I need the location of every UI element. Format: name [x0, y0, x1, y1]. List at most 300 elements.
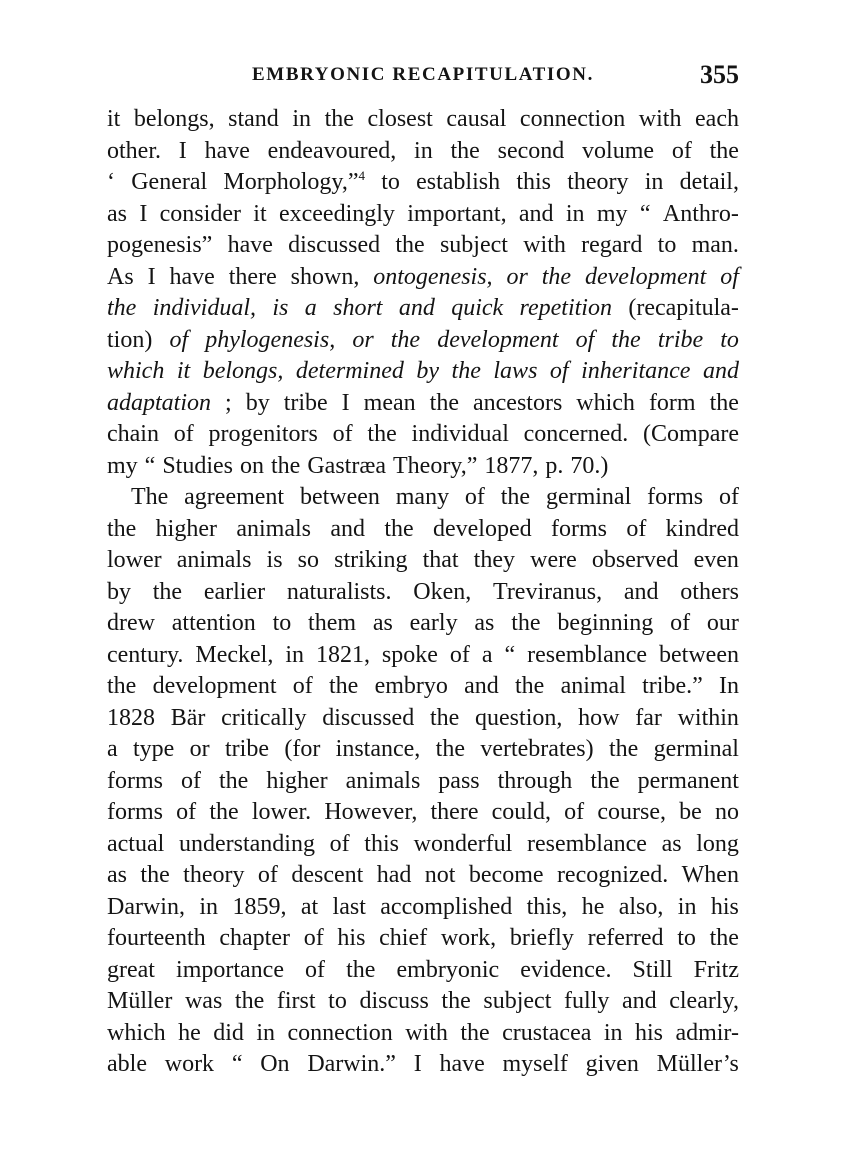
word: in — [256, 1019, 276, 1046]
word: importance — [176, 956, 284, 983]
word: by — [416, 358, 440, 384]
text-line — [107, 262, 739, 294]
word: of — [305, 956, 326, 983]
word: General — [131, 169, 208, 195]
text-line — [107, 451, 739, 483]
word: the — [441, 988, 471, 1014]
word: his — [337, 925, 366, 951]
word: early — [409, 610, 458, 636]
word: he — [178, 1019, 201, 1046]
word: the — [107, 295, 137, 321]
text-line — [107, 671, 739, 703]
word: in — [199, 893, 219, 920]
word: Darwin, — [107, 893, 185, 920]
text-line — [107, 1018, 739, 1050]
word: this, — [526, 893, 568, 920]
word: recognized. — [556, 862, 669, 888]
word: detail, — [679, 169, 739, 195]
word: could, — [491, 799, 551, 825]
word: Darwin.” — [307, 1051, 396, 1077]
word: I — [178, 137, 187, 164]
word: closest — [367, 106, 433, 132]
text-line — [107, 923, 739, 955]
word: (for — [284, 736, 321, 762]
word: clearly, — [669, 988, 739, 1014]
word: “ — [144, 452, 156, 479]
word: as — [107, 200, 127, 227]
word: them — [308, 610, 357, 636]
word: the — [271, 452, 301, 479]
word: tion) — [107, 326, 153, 353]
word: 1828 — [107, 704, 155, 731]
word: work, — [440, 925, 497, 951]
word: volume — [582, 137, 655, 164]
word: forms — [550, 515, 607, 542]
text-line — [107, 230, 739, 262]
word: it — [253, 200, 267, 227]
word: forms — [107, 799, 163, 825]
word: concerned. — [523, 421, 629, 447]
word: of — [257, 862, 278, 888]
word: how — [578, 704, 620, 731]
word: there — [430, 799, 479, 825]
word: Still — [632, 956, 673, 983]
word: the — [107, 515, 137, 542]
word: important, — [407, 200, 507, 227]
word: which — [576, 389, 635, 416]
word: fourteenth — [107, 925, 206, 951]
word: of — [292, 673, 313, 699]
word: work — [164, 1051, 215, 1077]
word: as — [474, 610, 495, 636]
word: of — [575, 326, 595, 353]
word: in — [414, 137, 433, 164]
word: laws — [493, 358, 538, 384]
word: the — [329, 673, 359, 699]
word: Meckel, — [195, 641, 274, 668]
word: the — [429, 389, 459, 416]
word: ancestors — [472, 389, 563, 416]
word: fully — [563, 988, 610, 1014]
text-line — [107, 545, 739, 577]
word: the — [515, 673, 545, 699]
word: critically — [221, 704, 307, 731]
word: of — [303, 925, 324, 951]
word: of — [176, 799, 197, 825]
word: to — [328, 988, 347, 1014]
word: the — [429, 704, 460, 731]
word: also, — [618, 893, 664, 920]
word: establish — [416, 169, 501, 195]
word: forms — [107, 767, 163, 794]
text-line — [107, 860, 739, 892]
word: the — [541, 263, 572, 290]
word: have — [439, 1051, 485, 1077]
word: the — [367, 421, 397, 447]
word: subject — [439, 232, 508, 258]
word: animals — [236, 515, 311, 542]
word: within — [677, 704, 739, 731]
word: of — [564, 799, 585, 825]
word: repetition — [519, 295, 612, 321]
word: were — [530, 547, 577, 573]
word: I — [147, 263, 156, 290]
word: no — [714, 799, 739, 825]
word: the — [324, 106, 354, 132]
text-line — [107, 577, 739, 609]
word: naturalists. — [286, 578, 392, 605]
word: kindred — [665, 515, 739, 542]
word: animal — [560, 673, 626, 699]
word: I — [139, 200, 148, 227]
word: in — [565, 200, 585, 227]
word: belongs, — [133, 106, 215, 132]
text-line — [107, 514, 739, 546]
text-line — [107, 703, 739, 735]
word: earlier — [203, 578, 266, 605]
word: is — [272, 295, 289, 321]
word: in — [677, 893, 697, 920]
word: embryo — [374, 673, 448, 699]
word: in — [285, 641, 304, 668]
word: and — [464, 673, 499, 699]
word: tribe — [283, 389, 328, 416]
word: to — [272, 610, 292, 636]
word: even — [693, 547, 739, 573]
word: a — [481, 641, 493, 668]
word: actual — [107, 830, 165, 857]
word: this — [516, 169, 551, 195]
text-line — [107, 356, 739, 388]
word: of — [671, 137, 692, 164]
word: the — [511, 610, 541, 636]
word: was — [184, 988, 223, 1014]
word: the — [709, 925, 739, 951]
word: adaptation — [107, 389, 212, 416]
text-line — [107, 892, 739, 924]
word: (Compare — [643, 421, 739, 447]
word: of — [173, 421, 194, 447]
word: Müller’s — [656, 1051, 739, 1077]
word: wonderful — [413, 830, 513, 857]
word: did — [213, 1019, 244, 1046]
word: lower — [107, 547, 162, 573]
word: stand — [228, 106, 279, 132]
word: the — [709, 137, 739, 164]
word: of — [464, 484, 485, 510]
word: developed — [433, 515, 532, 542]
word: Oken, — [413, 578, 472, 605]
word: second — [497, 137, 565, 164]
word: the — [140, 862, 170, 888]
word: of — [670, 610, 691, 636]
word: with — [405, 1019, 448, 1046]
word: agreement — [184, 484, 285, 510]
word: the — [709, 389, 739, 416]
word: embryonic — [396, 956, 500, 983]
word: by — [245, 389, 270, 416]
word: not — [424, 862, 456, 888]
word: as — [661, 830, 682, 857]
word: or — [506, 263, 528, 290]
word: Gastræa — [307, 452, 386, 479]
word: have — [169, 263, 215, 290]
word: the — [608, 736, 639, 762]
word: to — [677, 925, 696, 951]
text-line — [107, 797, 739, 829]
word: permanent — [637, 767, 739, 794]
word: of — [626, 515, 647, 542]
word: of — [720, 263, 739, 290]
word: forms — [647, 484, 704, 510]
word: to — [381, 169, 400, 195]
word: “ — [639, 200, 651, 227]
word: regard — [581, 232, 643, 258]
word: connection — [519, 106, 626, 132]
word: with — [523, 232, 566, 258]
word: However, — [324, 799, 418, 825]
word: subject — [483, 988, 552, 1014]
text-line — [107, 829, 739, 861]
word: connection — [287, 1019, 393, 1046]
word: century. — [107, 641, 184, 668]
word: ‘ — [107, 169, 115, 195]
word: The — [131, 484, 169, 510]
word: development — [585, 263, 707, 290]
word: observed — [591, 547, 679, 573]
word: “ — [231, 1051, 243, 1077]
word: resemblance — [527, 641, 648, 668]
word: he — [581, 893, 605, 920]
word: the — [234, 988, 265, 1014]
word: last — [332, 893, 366, 920]
word: it — [176, 358, 191, 384]
word: I — [413, 1051, 422, 1077]
word: germinal — [653, 736, 739, 762]
text-line — [107, 608, 739, 640]
word: 1877, — [484, 452, 539, 479]
word: shown, — [290, 263, 360, 290]
word: other. — [107, 137, 161, 164]
text-line — [107, 766, 739, 798]
word: question, — [475, 704, 563, 731]
word: “ — [504, 641, 516, 668]
word: have — [204, 137, 250, 164]
word: attention — [171, 610, 256, 636]
running-title: EMBRYONIC RECAPITULATION. — [252, 64, 594, 85]
word: consider — [159, 200, 241, 227]
word: able — [107, 1051, 147, 1077]
word: pogenesis” — [107, 232, 213, 258]
word: in — [292, 106, 312, 132]
word: a — [107, 736, 118, 762]
word: our — [706, 610, 739, 636]
word: at — [300, 893, 319, 920]
word: between — [299, 484, 380, 510]
word: inheritance — [581, 358, 691, 384]
word: and — [398, 295, 435, 321]
word: 70.) — [570, 452, 609, 479]
word: with — [638, 106, 682, 132]
text-line — [107, 955, 739, 987]
running-head — [107, 60, 739, 92]
word: to — [720, 326, 739, 353]
word: and — [623, 578, 659, 605]
word: between — [659, 641, 739, 668]
word: that — [422, 547, 459, 573]
word: 1859, — [232, 893, 287, 920]
word: of — [718, 484, 739, 510]
word: the — [451, 358, 481, 384]
word: animals — [345, 767, 421, 794]
word: the — [209, 799, 239, 825]
word: by — [107, 578, 131, 605]
word: the — [500, 484, 531, 510]
word: discuss — [359, 988, 429, 1014]
word: become — [468, 862, 544, 888]
word: chief — [379, 925, 428, 951]
word: Treviranus, — [493, 578, 603, 605]
word: (recapitula- — [628, 295, 739, 321]
word: individual — [411, 421, 509, 447]
word: determined — [295, 358, 404, 384]
word: causal — [446, 106, 507, 132]
word: accomplished — [380, 893, 513, 920]
word: tribe — [657, 326, 704, 353]
word: germinal — [545, 484, 632, 510]
text-line — [107, 104, 739, 136]
word: instance, — [335, 736, 421, 762]
word: the — [395, 232, 425, 258]
word: great — [107, 956, 155, 983]
word: so — [297, 547, 319, 573]
word: endeavoured, — [267, 137, 397, 164]
word: mean — [363, 389, 416, 416]
word: through — [497, 767, 573, 794]
word: striking — [334, 547, 408, 573]
word: the — [219, 767, 249, 794]
word: of — [181, 767, 201, 794]
word: of — [329, 830, 350, 857]
word: theory — [183, 862, 245, 888]
word: of — [332, 421, 353, 447]
word: it — [107, 106, 121, 132]
word: spoke — [381, 641, 438, 668]
text-line — [107, 734, 739, 766]
word: there — [228, 263, 277, 290]
word: pass — [438, 767, 480, 794]
word: had — [376, 862, 412, 888]
word: the — [152, 578, 183, 605]
text-line — [107, 167, 739, 199]
word: my — [596, 200, 628, 227]
word: or — [352, 326, 374, 353]
text-line — [107, 199, 739, 231]
word: phylogenesis, — [205, 326, 336, 353]
word: course, — [597, 799, 666, 825]
text-line — [107, 388, 739, 420]
word: individual, — [152, 295, 257, 321]
word: quick — [451, 295, 504, 321]
word: have — [227, 232, 273, 258]
word: 1821, — [315, 641, 370, 668]
word: development — [152, 673, 277, 699]
word: on — [240, 452, 265, 479]
word: evidence. — [520, 956, 612, 983]
word: understanding — [178, 830, 315, 857]
word: resemblance — [526, 830, 647, 857]
word: myself — [502, 1051, 568, 1077]
word: given — [585, 1051, 639, 1077]
word: referred — [587, 925, 664, 951]
word: I — [341, 389, 350, 416]
word: beginning — [557, 610, 654, 636]
word: discussed — [288, 232, 381, 258]
word: lower. — [251, 799, 312, 825]
word: the — [611, 326, 641, 353]
word: Fritz — [693, 956, 739, 983]
word: As — [107, 263, 134, 290]
text-line — [107, 325, 739, 357]
word: higher — [266, 767, 328, 794]
word: briefly — [509, 925, 574, 951]
word: to — [657, 232, 677, 258]
text-line — [107, 1049, 739, 1081]
word: crustacea — [502, 1019, 592, 1046]
word: far — [635, 704, 662, 731]
word: On — [260, 1051, 290, 1077]
word: this — [364, 830, 399, 857]
word: tribe.” — [642, 673, 703, 699]
word: as — [107, 862, 127, 888]
word: higher — [155, 515, 217, 542]
word: Müller — [107, 988, 173, 1014]
word: of — [549, 358, 569, 384]
word: belongs, — [202, 358, 284, 384]
word: and — [702, 358, 739, 384]
word: exceedingly — [278, 200, 395, 227]
word: which — [107, 1019, 166, 1046]
word: chapter — [219, 925, 290, 951]
footnote-marker: 4 — [358, 168, 365, 183]
word: short — [333, 295, 383, 321]
word: and — [330, 515, 365, 542]
word: descent — [291, 862, 364, 888]
word: as — [372, 610, 393, 636]
word: the — [390, 326, 421, 353]
word: Anthro- — [662, 200, 739, 227]
word: and — [621, 988, 657, 1014]
word: a — [304, 295, 317, 321]
text-line — [107, 293, 739, 325]
word: Bär — [170, 704, 206, 731]
word: they — [473, 547, 515, 573]
word: is — [266, 547, 283, 573]
word: of — [449, 641, 470, 668]
word: or — [189, 736, 210, 762]
text-line — [107, 640, 739, 672]
word: the — [460, 1019, 490, 1046]
word: ; — [225, 389, 232, 416]
word: others — [680, 578, 739, 605]
word: chain — [107, 421, 159, 447]
word: and — [518, 200, 554, 227]
text-line — [107, 136, 739, 168]
word: Studies — [162, 452, 234, 479]
word: of — [169, 326, 189, 353]
page-number: 355 — [700, 60, 739, 89]
word: which — [107, 358, 165, 384]
